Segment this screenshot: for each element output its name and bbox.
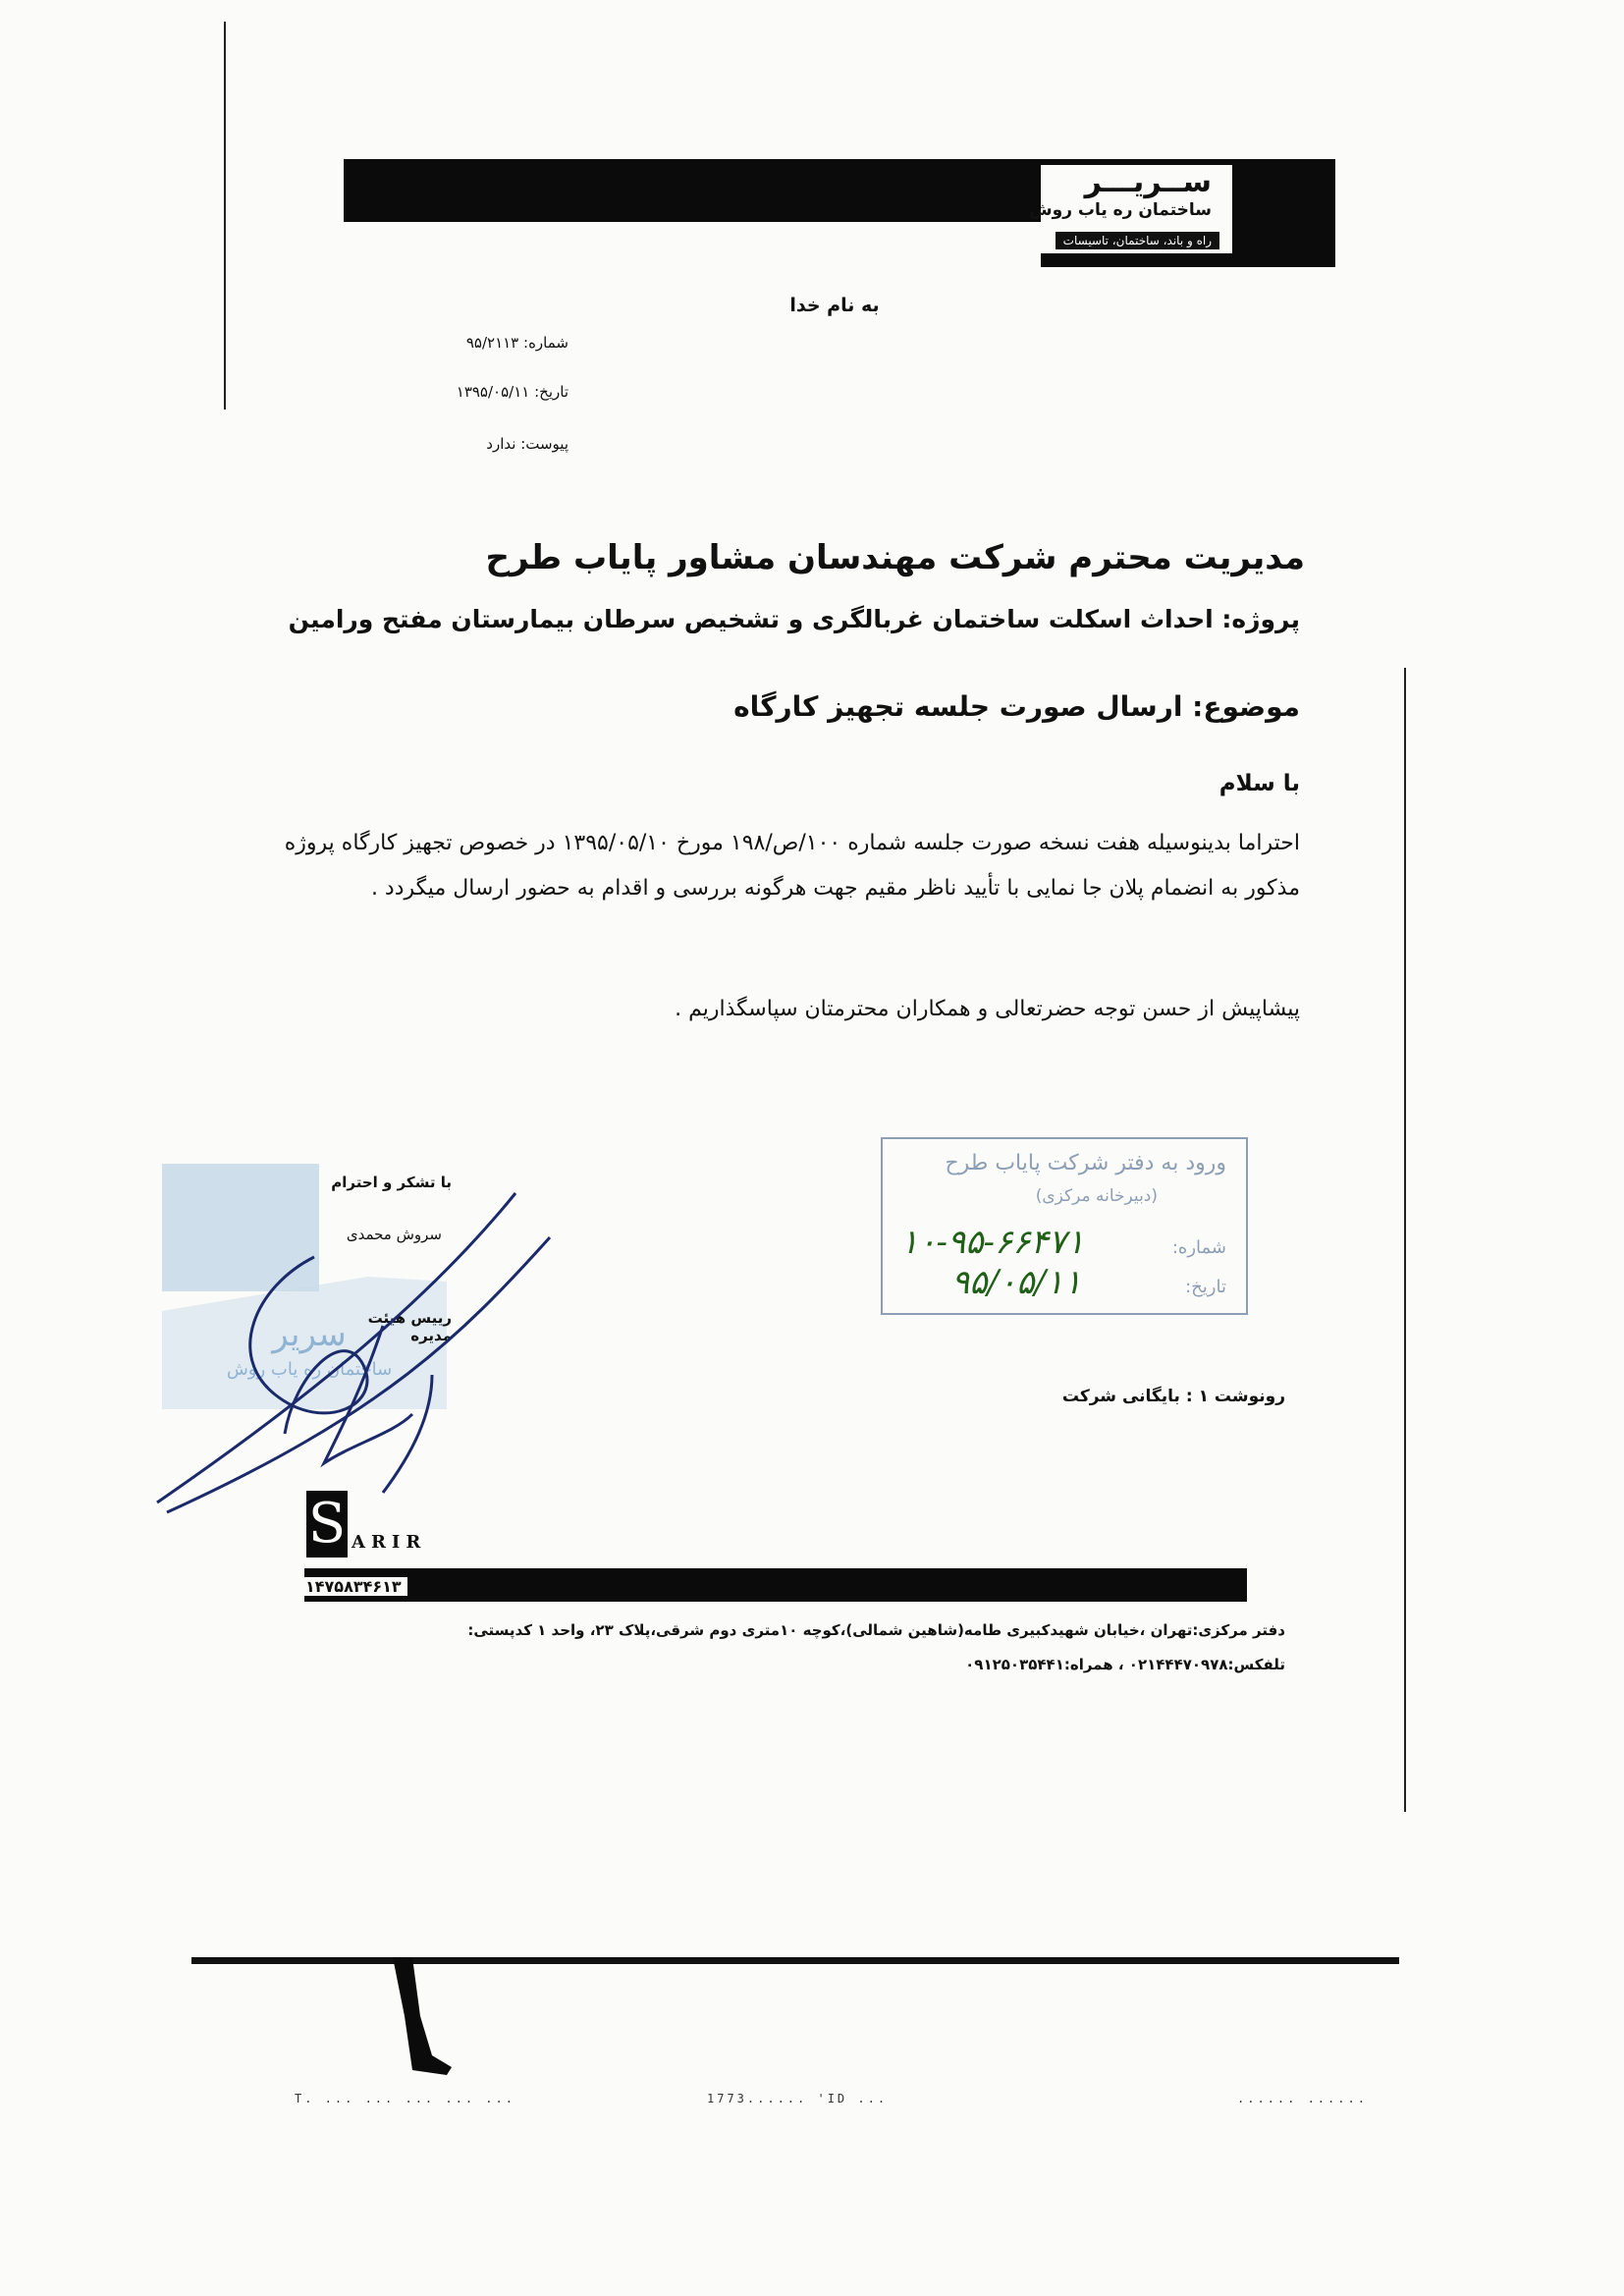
scan-shadow-smear — [393, 1957, 452, 2075]
handwritten-signature — [137, 1178, 569, 1522]
scan-noise-text: 1773...... 'ID ... — [707, 2092, 889, 2105]
footer-logo-letter: S — [307, 1492, 347, 1556]
footer-postal-code: ۱۴۷۵۸۳۴۶۱۳ — [299, 1577, 407, 1596]
body-paragraph: احتراما بدینوسیله هفت نسخه صورت جلسه شماره ۱۰۰/ص/۱۹۸ مورخ ۱۳۹۵/۰۵/۱۰ در خصوص تجهیز کارگاه پروژه مذکور به انضمام پلان جا نمایی با تأیید ناظر مقیم جهت هرگونه بررسی و اقدام به حضور ارسال میگردد . — [284, 831, 1300, 901]
carbon-copy-line: رونوشت ۱ : بایگانی شرکت — [1061, 1387, 1285, 1406]
footer-band — [304, 1568, 1247, 1602]
signer-title: رییس هیئت مدیره — [367, 1309, 452, 1344]
footer-logo-word: ARIR — [352, 1532, 427, 1553]
bismillah-heading: به نام خدا — [789, 295, 880, 316]
signature-regards: با تشکر و احترام — [331, 1174, 452, 1191]
stamp-number-label: شماره: — [1171, 1237, 1226, 1258]
scan-noise-text: T. ... ... ... ... ... — [295, 2092, 515, 2105]
stamp-handwritten-date: ۹۵/۰۵/۱۱ — [951, 1263, 1082, 1302]
signer-name: سروش محمدی — [346, 1226, 442, 1243]
scan-shadow-bar — [191, 1957, 1399, 1964]
stamp-date-label: تاریخ: — [1185, 1277, 1226, 1297]
footer-phones: تلفکس:۰۲۱۴۴۴۷۰۹۷۸ ، همراه:۰۹۱۲۵۰۳۵۴۴۱ — [965, 1656, 1285, 1673]
greeting: با سلام — [1218, 771, 1300, 796]
stamp-title: ورود به دفتر شرکت پایاب طرح — [945, 1151, 1226, 1175]
scan-edge-left-top — [224, 22, 226, 410]
scan-edge-right — [1404, 668, 1406, 1812]
svg-text:سریر: سریر — [272, 1315, 347, 1354]
scan-noise-text: ...... ...... — [1237, 2092, 1368, 2105]
company-logo-tagline: راه و باند، ساختمان، تاسیسات — [1056, 232, 1219, 249]
footer-address: دفتر مرکزی:تهران ،خیابان شهیدکبیری طامه(شاهین شمالی)،کوچه ۱۰متری دوم شرقی،پلاک ۲۳، واحد ۱ کدپستی: — [467, 1621, 1285, 1639]
stamp-handwritten-number: ۱۰-۹۵-۶۶۴۷۱ — [900, 1223, 1085, 1262]
project-line: پروژه: احداث اسکلت ساختمان غربالگری و تشخیص سرطان بیمارستان مفتح ورامین — [288, 605, 1300, 633]
company-logo-subtitle: ساختمان ره یاب روش — [1029, 200, 1212, 220]
letter-number: شماره: ۹۵/۲۱۱۳ — [465, 334, 568, 352]
recipient-line: مدیریت محترم شرکت مهندسان مشاور پایاب طرح — [485, 538, 1305, 577]
subject-line: موضوع: ارسال صورت جلسه تجهیز کارگاه — [733, 690, 1300, 723]
closing-paragraph: پیشاپیش از حسن توجه حضرتعالی و همکاران محترمتان سپاسگذاریم . — [675, 997, 1300, 1021]
company-logo-name: ســریـــر — [1084, 165, 1212, 199]
letter-date: تاریخ: ۱۳۹۵/۰۵/۱۱ — [456, 383, 568, 401]
svg-text:ساختمان ره یاب روش: ساختمان ره یاب روش — [226, 1359, 393, 1380]
receipt-stamp — [881, 1137, 1248, 1315]
stamp-subtitle: (دبیرخانه مرکزی) — [1035, 1186, 1158, 1206]
letter-attachment: پیوست: ندارد — [486, 435, 568, 453]
